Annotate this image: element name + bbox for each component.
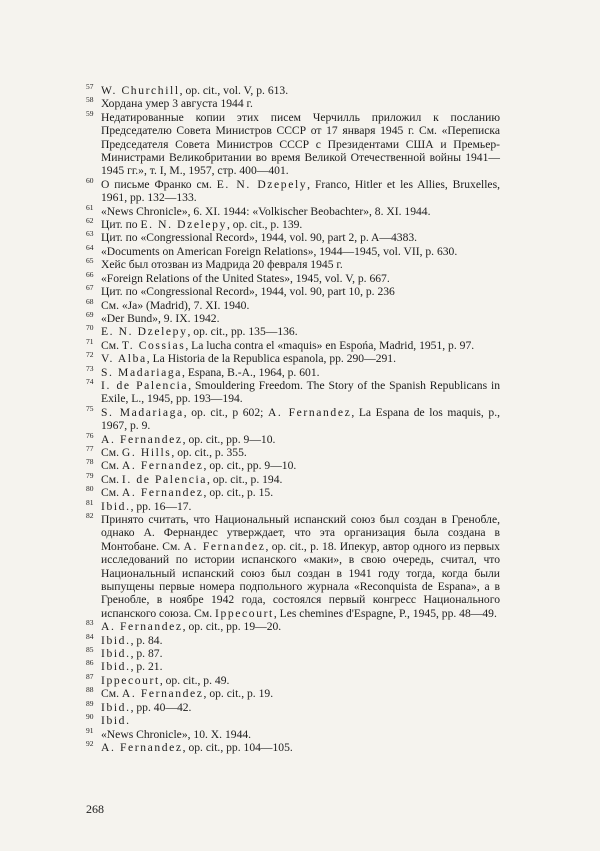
author-name: E. N. Dzelepy: [101, 325, 188, 339]
footnote-number: 74: [86, 376, 94, 386]
footnote-text: , op. cit., p. 19.: [203, 687, 274, 701]
author-name: Ibid.: [101, 660, 131, 674]
footnote-text: , La Espana de los maquis, p., 1967, p. 9.: [101, 405, 501, 433]
footnote-number: 67: [86, 283, 94, 293]
author-name: Ippecourt: [215, 606, 274, 620]
author-name: I. de Palencia: [101, 378, 189, 392]
footnote-text: См.: [101, 687, 122, 701]
footnote-text: , p. 87.: [130, 647, 163, 661]
footnote-number: 76: [86, 430, 94, 440]
page-number: 268: [86, 802, 104, 816]
footnote-text: Недатированные копии этих писем Черчилль приложил к посланию Председателю Совета Министров СССР от 17 января 1945 г. См. «Переписка Председателя Совета Министров СССР с Президентами США и Премьер-Министрами Великобритании во время Великой Отечественной войны 1941—1945 гг.», т. I, M., 1957, стр. 400—401.: [101, 110, 500, 178]
footnote: [86, 714, 500, 727]
footnote-text: , op. cit., p. 49.: [159, 673, 230, 687]
author-name: W. Churchill: [101, 84, 180, 97]
footnote-number: 57: [86, 82, 94, 91]
author-name: Ibid.: [101, 700, 131, 714]
footnote-text: Хордана умер 3 августа 1944 г.: [101, 97, 253, 111]
footnote-number: 87: [86, 671, 94, 681]
footnote-number: 80: [86, 484, 94, 494]
footnote-text: , op. cit., p. 194.: [207, 472, 283, 486]
footnote: [86, 309, 500, 325]
footnote: [86, 470, 500, 486]
author-name: E. N. Dzepely: [216, 177, 308, 191]
footnote: [86, 175, 500, 205]
author-name: Ibid.: [101, 714, 131, 728]
author-name: A. Fernandez: [121, 459, 204, 473]
author-name: Ippecourt: [101, 673, 160, 687]
footnote: [86, 687, 500, 700]
footnote-text: , op. cit., pp. 19—20.: [182, 620, 282, 634]
footnote-number: 71: [86, 336, 94, 346]
footnotes-block: [86, 84, 500, 754]
footnote-number: 86: [86, 658, 94, 668]
footnote-text: , op. cit., pp. 104—105.: [182, 740, 293, 754]
footnote: [86, 218, 500, 231]
footnote-text: , pp. 16—17.: [130, 499, 192, 513]
footnote: [86, 258, 500, 271]
author-name: A. Fernandez: [101, 740, 183, 754]
footnote-number: 85: [86, 645, 94, 655]
footnote-number: 75: [86, 403, 94, 413]
footnote-number: 90: [86, 712, 94, 722]
footnote: [86, 285, 500, 298]
footnote-text: См.: [101, 472, 122, 486]
footnote-number: 91: [86, 725, 94, 735]
footnote-text: «Documents on American Foreign Relations», 1944—1945, vol. VII, p. 630.: [101, 244, 458, 258]
footnote: [86, 97, 500, 110]
footnote-text: См.: [101, 445, 122, 459]
footnote: [86, 269, 500, 285]
footnote-text: , op. cit., pp. 9—10.: [203, 459, 297, 473]
footnote-number: 84: [86, 631, 94, 641]
footnote: [86, 231, 500, 244]
footnote-number: 92: [86, 738, 94, 748]
footnote: [86, 296, 500, 312]
footnote: [86, 352, 500, 365]
footnote-text: См.: [101, 338, 122, 352]
author-name: A. Fernandez: [121, 687, 204, 701]
footnote-number: 68: [86, 296, 94, 306]
footnote-number: 61: [86, 202, 94, 212]
footnote-number: 73: [86, 363, 94, 373]
footnote-number: 64: [86, 242, 94, 252]
footnote-text: О письме Франко см.: [101, 177, 217, 191]
footnote-number: 77: [86, 443, 94, 453]
footnote-number: 72: [86, 350, 94, 360]
footnote-text: , op. cit., p. 355.: [171, 445, 247, 459]
footnote-number: 70: [86, 323, 94, 333]
author-name: T. Cossias: [121, 338, 186, 352]
footnote: [86, 647, 500, 660]
footnote-text: Цит. по «Congressional Record», 1944, vol. 90, part 2, p. A—4383.: [101, 231, 418, 245]
footnote-number: 59: [86, 108, 94, 118]
footnote-number: 65: [86, 256, 94, 266]
author-name: G. Hills: [121, 445, 172, 459]
footnote: [86, 242, 500, 258]
footnote: [86, 486, 500, 499]
footnote-text: Цит. по «Congressional Record», 1944, vol. 90, part 10, p. 236: [101, 285, 395, 299]
footnote-number: 81: [86, 497, 94, 507]
footnote-text: , p. 21.: [130, 660, 163, 674]
footnote-number: 82: [86, 511, 94, 520]
footnote: [86, 671, 500, 687]
footnote: [86, 430, 500, 446]
footnote-text: , p. 84.: [130, 633, 163, 647]
footnote-text: , op. cit., p. 15.: [203, 486, 274, 500]
footnote-number: 62: [86, 216, 94, 226]
author-name: V. Alba: [101, 352, 147, 366]
footnote: [86, 403, 501, 433]
footnote: [86, 497, 500, 513]
footnote-number: 79: [86, 470, 94, 480]
footnote-text: «Der Bund», 9. IX. 1942.: [101, 311, 220, 325]
author-name: A. Fernandez: [101, 432, 183, 446]
footnote-text: См.: [101, 459, 122, 473]
footnote-number: 69: [86, 309, 94, 319]
footnote-number: 60: [86, 175, 94, 185]
footnote-text: См. «Ja» (Madrid), 7. XI. 1940.: [101, 298, 250, 312]
footnote: [86, 376, 501, 406]
author-name: S. Madariaga: [101, 405, 184, 419]
footnote-text: Принято считать, что Национальный испанский союз был создан в Гренобле, однако А. Фернандес утверждает, что эта организация была создана в Монтобане. См.: [101, 513, 500, 553]
footnote-text: , pp. 40—42.: [130, 700, 192, 714]
footnote: [86, 363, 500, 379]
author-name: A. Fernandez: [121, 486, 204, 500]
footnote: [86, 698, 500, 714]
footnote-text: «News Chronicle», 10. X. 1944.: [101, 727, 252, 741]
footnote: [86, 620, 500, 633]
author-name: Ibid.: [101, 633, 131, 647]
footnote: [86, 738, 500, 754]
footnote-text: См.: [101, 486, 122, 500]
footnote-text: Цит. по: [101, 218, 141, 232]
footnote-number: 58: [86, 95, 94, 105]
footnote: [86, 443, 500, 459]
footnote-text: , Espana, B.-A., 1964, p. 601.: [182, 365, 320, 379]
author-name: A. Fernandez: [267, 405, 352, 419]
footnote: [86, 202, 500, 218]
author-name: I. de Palencia: [121, 472, 208, 486]
footnote: [86, 325, 500, 338]
footnote-text: «Foreign Relations of the United States», 1945, vol. V, p. 667.: [101, 271, 390, 285]
footnote: [86, 336, 500, 352]
footnote: [86, 631, 500, 647]
footnote-text: , Les chemines d'Espagne, P., 1945, pp. 48—49.: [273, 606, 497, 620]
footnote-number: 63: [86, 229, 94, 239]
footnote-number: 88: [86, 685, 94, 695]
footnote: [86, 459, 500, 472]
author-name: Ibid.: [101, 499, 131, 513]
footnote-text: , op. cit., pp. 135—136.: [187, 325, 298, 339]
footnote: [86, 84, 500, 97]
author-name: E. N. Dzelepy: [140, 218, 227, 232]
footnote-text: , op. cit., vol. V, p. 613.: [179, 84, 289, 97]
footnote: [86, 660, 500, 673]
author-name: A. Fernandez: [101, 620, 183, 634]
footnote-number: 89: [86, 698, 94, 708]
footnote-text: , op. cit., p. 139.: [226, 218, 303, 232]
footnote-text: , op. cit., p. 18. Ипекур, автор одного из первых исследований по истории испанского «маки», в свою очередь, считал, что Национальный испанский союз был создан в 1941 году тогда, когда были выпущены первые номера подпольного журнала «Reconquista de Espana», а в Гренобле, в ноябре 1942 года, состоялся первый конгресс Национального испанского союза. См.: [101, 539, 500, 620]
footnote-text: , La Historia de la Republica espanola, pp. 290—291.: [146, 352, 396, 366]
footnote: [86, 513, 500, 620]
footnote-text: , La lucha contra el «maquis» en Espоńа, Madrid, 1951, p. 97.: [185, 338, 475, 352]
footnote-number: 66: [86, 269, 94, 279]
footnote-text: , Smouldering Freedom. The Story of the Spanish Republicans in Exile, L., 1945, pp. 193—194.: [101, 378, 501, 406]
footnote-text: , op. cit., p 602;: [183, 405, 268, 419]
footnote-text: , Franco, Hitler et les Allies, Bruxelles, 1961, pp. 132—133.: [101, 177, 500, 205]
author-name: Ibid.: [101, 647, 131, 661]
footnote-text: Хейс был отозван из Мадрида 20 февраля 1945 г.: [101, 258, 343, 272]
footnote: [86, 108, 500, 178]
author-name: S. Madariaga: [101, 365, 183, 379]
footnote: [86, 725, 500, 741]
footnote-number: 78: [86, 457, 94, 467]
footnote-number: 83: [86, 618, 94, 628]
footnote-text: «News Chronicle», 6. XI. 1944: «Volkischer Beobachter», 8. XI. 1944.: [101, 204, 431, 218]
footnote-text: , op. cit., pp. 9—10.: [182, 432, 276, 446]
author-name: A. Fernandez: [183, 539, 266, 553]
